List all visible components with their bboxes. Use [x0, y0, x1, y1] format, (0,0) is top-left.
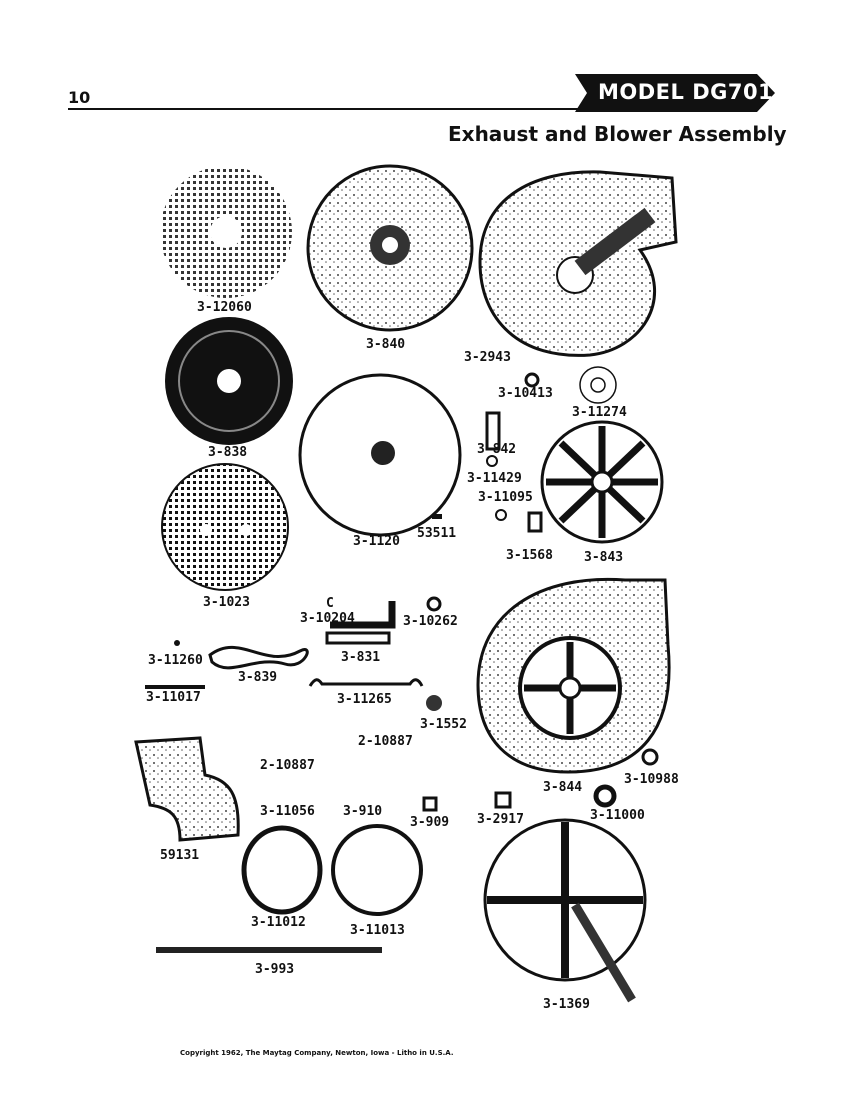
part-3-1120-plate	[300, 375, 460, 535]
part-3-838-disc	[165, 317, 293, 445]
part-3-1568-bushing	[529, 513, 541, 531]
part-label: 2-10887	[358, 734, 413, 749]
part-53511-screw	[432, 514, 442, 519]
part-label: 3-11012	[251, 915, 306, 930]
part-label: 3-838	[208, 445, 248, 460]
part-3-10262-ring	[428, 598, 440, 610]
part-label: 3-11056	[260, 804, 315, 819]
part-label: 3-10988	[624, 772, 679, 787]
part-label: 3-11095	[478, 490, 533, 505]
part-3-11260-dot	[174, 640, 180, 646]
part-label: 3-844	[543, 780, 583, 795]
part-label: 2-10887	[260, 758, 315, 773]
part-3-909-clip	[424, 798, 436, 810]
part-3-831-plate	[327, 633, 389, 643]
part-label: 3-11260	[148, 653, 203, 668]
part-3-2917-block	[496, 793, 510, 807]
page-title: Exhaust and Blower Assembly	[448, 122, 787, 146]
part-label: 3-10413	[498, 386, 553, 401]
part-3-11274-washer	[580, 367, 616, 403]
part-3-2943-housing	[480, 172, 676, 356]
part-3-11012-gasket	[244, 828, 320, 912]
part-3-12060-screen	[160, 166, 292, 298]
model-banner: MODEL DG701	[598, 80, 774, 104]
part-label: 3-909	[410, 815, 450, 830]
part-3-10413-nut	[526, 374, 538, 386]
part-label: C	[326, 596, 334, 611]
part-3-843-fan-wheel	[542, 422, 662, 542]
part-3-993-rod	[156, 947, 382, 953]
part-label: 3-843	[584, 550, 624, 565]
part-label: 3-2943	[464, 350, 511, 365]
part-label: 59131	[160, 848, 200, 863]
part-3-11013-gasket	[333, 826, 421, 914]
part-label: 3-2917	[477, 812, 524, 827]
part-label: 3-842	[477, 442, 517, 457]
part-3-11095-ring	[496, 510, 506, 520]
part-label: 3-11013	[350, 923, 405, 938]
part-label: 3-839	[238, 670, 278, 685]
part-label: 3-1552	[420, 717, 467, 732]
part-label: 3-10262	[403, 614, 458, 629]
part-label: 3-993	[255, 962, 295, 977]
page-number: 10	[68, 88, 91, 107]
part-3-11429-ring	[487, 456, 497, 466]
part-3-844-blower-housing	[478, 579, 669, 772]
part-59131-elbow	[136, 738, 238, 840]
part-3-1023-screen	[162, 464, 288, 590]
part-label: 3-1023	[203, 595, 250, 610]
part-label: 3-11000	[590, 808, 645, 823]
part-label: 3-840	[366, 337, 406, 352]
part-label: 3-11429	[467, 471, 522, 486]
part-label: 3-910	[343, 804, 383, 819]
part-label: 53511	[417, 526, 457, 541]
copyright-notice: Copyright 1962, The Maytag Company, Newton, Iowa - Litho in U.S.A.	[180, 1049, 454, 1057]
part-label: 3-10204	[300, 611, 355, 626]
part-3-840-plate	[308, 166, 472, 330]
part-label: 3-11265	[337, 692, 392, 707]
part-3-1552-grommet	[426, 695, 442, 711]
part-label: 3-1568	[506, 548, 553, 563]
part-label: 3-1369	[543, 997, 590, 1012]
part-label: 3-1120	[353, 534, 400, 549]
part-3-11000-grommet	[596, 787, 614, 805]
part-3-1369-cover	[485, 820, 645, 1000]
part-label: 3-831	[341, 650, 381, 665]
part-3-11017-rod	[145, 685, 205, 689]
part-3-839-belt	[210, 647, 307, 667]
part-label: 3-12060	[197, 300, 252, 315]
part-3-11265-spring	[310, 680, 422, 686]
part-3-10988-ring	[643, 750, 657, 764]
part-label: 3-11017	[146, 690, 201, 705]
part-label: 3-11274	[572, 405, 627, 420]
